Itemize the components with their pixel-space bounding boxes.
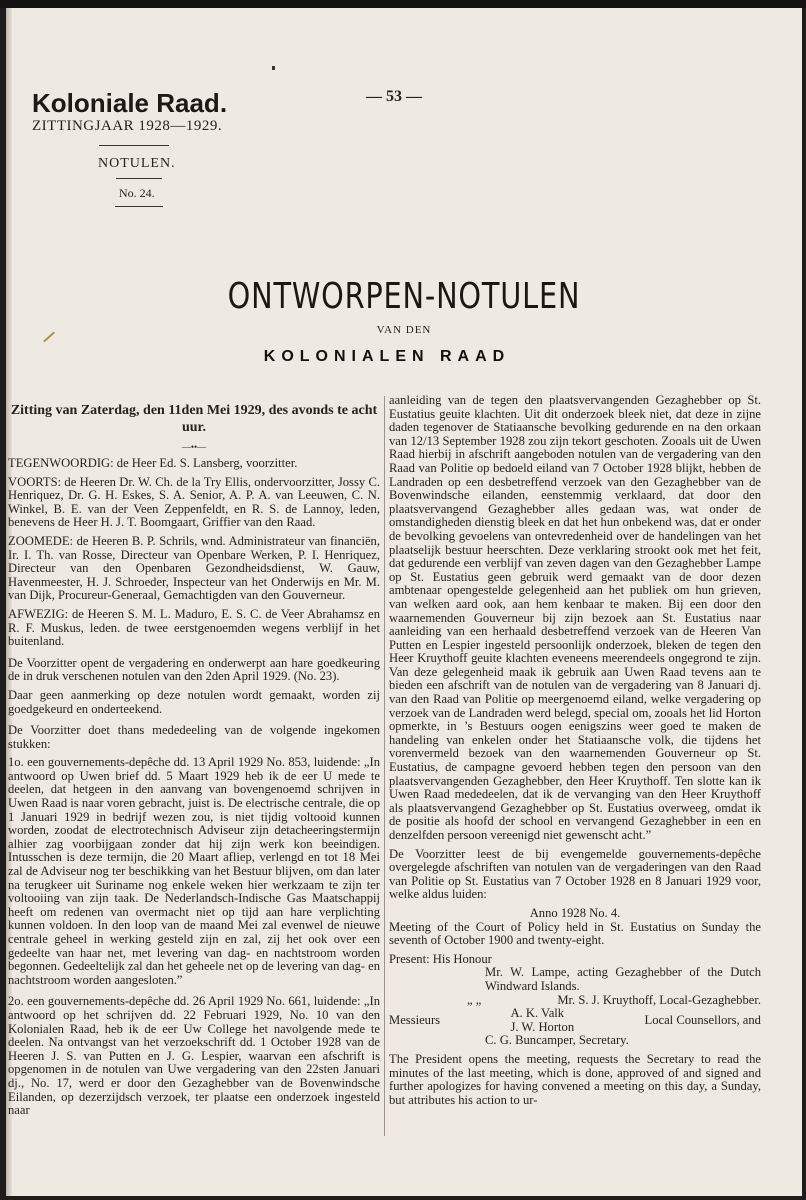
minutes-approval: De Voorzitter opent de vergadering en onderwerpt aan hare goedkeuring de in druk verschenen notulen van den 2den April 1929. (No. 23). bbox=[8, 655, 380, 684]
counsellor-name: J. W. Horton bbox=[510, 1019, 575, 1034]
left-column bbox=[8, 394, 380, 1123]
column-divider bbox=[384, 396, 385, 1136]
messieurs-label: Messieurs bbox=[389, 1012, 441, 1027]
counsellor-name: A. K. Valk bbox=[510, 1006, 565, 1021]
ornament: —••— bbox=[181, 442, 207, 452]
closing-paragraph: The President opens the meeting, requests the Secretary to read the minutes of the last meeting, which is done, approved of and signed and further apologizes for having convened a meeting on this day, a Sunday, but attributes his action to ur- bbox=[389, 1051, 761, 1107]
messieurs-row bbox=[389, 1007, 761, 1034]
item-2-st-eustatius: 2o. een gouvernements-depêche dd. 26 April 1929 No. 661, luidende: „In antwoord op het schrijven dd. 22 Februari 1929, No. 10 van den Kolonialen Raad, heb ik de eer Uw College het navolgende mede te deelen. Na ontvangst van het verzoekschrift dd. 1 October 1928 van de Heeren J. S. van Putten en J. G. Lespier, waarvan een afschrift is opgenomen in de notulen van Uwe vergadering van den 22sten Januari dj., No. 17, werd er door den Gezaghebber van de Bovenwindsche Eilanden, op dezerzijdsch verzoek, ter plaatse een onderzoek ingesteld naar bbox=[8, 994, 380, 1118]
document-page bbox=[6, 8, 802, 1196]
item-1-electric-centrale: 1o. een gouvernements-depêche dd. 13 April 1929 No. 853, luidende: „In antwoord op Uwen brief dd. 5 Maart 1929 heb ik de eer U mede te deelen, dat hetgeen in den aanvang van bovengenoemd schrijven in Uwen Raad is naar voren gebracht, juist is. De electrische centrale, die op 1 Januari 1929 in bedrijf wezen zou, is niet tijdig voltooid kunnen worden, zoodat de electrotechnisch Adviseur zijn detacheeringstermijn alhier zag voorbijgaan zonder dat hij zijn werk kon beeindigen. Intusschen is deze termijn, die 20 Maart afliep, verlengd en tot 18 Mei zal de Adviseur nog ter beschikking van het Bestuur blijven, om dan later na terugkeer uit Suriname nog enkele weken hier werkzaam te zijn ter voltooiing van zijn taak. De Nederlandsch-Indische Gas Maatschappij heeft om redenen van overmacht niet op tijd aan hare verplichting kunnen voldoen. In den loop van de maand Mei zal evenwel de nieuwe centrale geheel in werking gesteld zijn en zal, zij het ook over een gedeelte van haar net, met levering van dag- en nachtstroom worden begonnen. Gedeeltelijk zal dan het geheele net op de levering van dag- en nachtstroom worden aangesloten.” bbox=[8, 755, 380, 987]
right-column bbox=[389, 394, 761, 1112]
incoming-items-intro: De Voorzitter doet thans mededeeling van de volgende ingekomen stukken: bbox=[8, 723, 380, 751]
session-title: Zitting van Zaterdag, den 11den Mei 1929, des avonds te acht uur. bbox=[10, 403, 378, 435]
ditto-marks: „ „ bbox=[467, 992, 482, 1007]
document-subtitle: VAN DEN bbox=[376, 324, 432, 336]
messieurs-names bbox=[510, 1007, 574, 1034]
scan-border bbox=[0, 0, 806, 8]
present-honour: Mr. W. Lampe, acting Gezaghebber of the Dutch Windward Islands. bbox=[485, 965, 761, 993]
document-title: ONTWORPEN-NOTULEN bbox=[227, 276, 581, 317]
organisation-name: KOLONIALEN RAAD bbox=[263, 348, 511, 365]
chair-reads-minutes: De Voorzitter leest de bij evengemelde gouvernements-depêche overgelegde afschriften van notulen van de vergaderingen van den Raad van Politie op St. Eustatius van 7 October 1928 en 8 Januari 1929 voor, welke aldus luiden: bbox=[389, 846, 761, 902]
ink-speck bbox=[272, 66, 275, 70]
meeting-heading: Meeting of the Court of Policy held in St. Eustatius on Sunday the seventh of October 1900 and twenty-eight. bbox=[389, 919, 761, 948]
section-label: NOTULEN. bbox=[98, 156, 176, 171]
dispatch-continuation: aanleiding van de tegen den plaatsvervangenden Gezaghebber op St. Eustatius geuite klachten. Uit dit onderzoek bleek niet, dat deze in zijne daden tegenover de Statiaansche bevolking gedurende en na den orkaan van 12/13 September 1928 zou zijn tekort geschoten. Zooals uit de Uwen Raad hierbij in afschrift aangeboden notulen van de vergadering van den Raad van Politie op bedoeld eiland van 7 October 1928 blijkt, hebben de Landraden op een desbetreffend verzoek van den Gezaghebber van de Bovenwindsche eilanden, eenstemmig verklaard, dat door den plaatsvervangend Gezaghebber alles gedaan was, wat onder de omstandigheden dienstig bleek en dat het hun onbekend was, dat er onder de bevolking gevoelens van ontevredenheid over de handelingen van het plaatselijk bestuur heerschten. Deze verklaring strookt ook met het feit, dat gedurende een verblijf van zeven dagen van den Gezaghebber Lampe op St. Eustatius geen gebruik werd gemaakt van de door dezen ambtenaar opengestelde gelegenheid aan het publiek om hun grieven, van welken aard ook, aan hem kenbaar te maken. Bij een door den waarnemenden Gouverneur bij zijn bezoek aan St. Eustatius naar aanleiding van een herhaald desbetreffend verzoek van de Heeren Van Putten en Lespier ingesteld persoonlijk onderzoek, bleken de tegen den Heer Kruythoff geuite klachten eveneens meerendeels ongegrond te zijn. Van deze gelegenheid maak ik gebruik aan Uwen Raad tevens aan te bieden een afschrift van de notulen van de vergadering van 8 Januari dj. van den Raad van Politie op meergenoemd eiland, welke vergadering op verzoek van de Landraden werd belegd, special om, zooals het lid Horton opmerkte, in ’s Bestuurs oogen eenigszins weer goed te maken de handeling van enkelen onder het Statiaansche volk, die tijdens het vorenvermeld bezoek van den waarnemenden Gouverneur op St. Eustatius, de campagne gevoerd hebben tegen den persoon van den plaatsvervangenden Gezaghebber, den Heer Kruythoff. Ten slotte kan ik Uwen Raad mededeelen, dat ik de vervanging van den Heer Kruythoff als plaatsvervangend Gezaghebber op St. Eustatius overweeg, omdat ik de positie als hoofd der school en vervangend Gezaghebber in een en denzelfden persoon vereenigd niet gewenscht acht.” bbox=[389, 393, 761, 842]
council-heading: Koloniale Raad. bbox=[32, 88, 228, 118]
issue-number: No. 24. bbox=[119, 186, 155, 200]
ditto-row bbox=[389, 994, 761, 1008]
anno-line: Anno 1928 No. 4. bbox=[529, 905, 621, 920]
page-number: — 53 — bbox=[366, 88, 422, 105]
header-rule bbox=[99, 145, 169, 146]
attendance-officials: ZOOMEDE: de Heeren B. P. Schrils, wnd. Administrateur van financiën, Ir. I. Th. van Rosse, Directeur van Openbare Werken, P. I. Henriquez, Directeur van den Openbaren Gezondheidsdienst, W. Gauw, Havenmeester, H. J. Schroeder, Inspecteur van het Onderwijs en Mr. M. van Dijk, Procureur-Generaal, Gemachtigden van den Gouverneur. bbox=[8, 533, 380, 603]
minutes-signed: Daar geen aanmerking op deze notulen wordt gemaakt, worden zij goedgekeurd en onderteekend. bbox=[8, 687, 380, 716]
attendance-members: VOORTS: de Heeren Dr. W. Ch. de la Try Ellis, ondervoorzitter, Jossy C. Henriquez, Dr. G. H. Eskes, S. A. Senior, A. P. A. van Leeuwen, C. N. Winkel, B. E. van der Veen Zeppenfeldt, en R. S. de Lannoy, leden, benevens de Heer H. J. T. Boomgaart, Griffier van den Raad. bbox=[8, 474, 380, 530]
counsellors-label: Local Counsellors, and bbox=[644, 1012, 761, 1027]
attendance-absent: AFWEZIG: de Heeren S. M. L. Maduro, E. S. C. de Veer Abrahamsz en R. F. Muskus, leden. de twee eerstgenoemden wegens verblijf in het buitenland. bbox=[8, 606, 380, 649]
header-rule bbox=[116, 178, 162, 179]
header-rule bbox=[115, 206, 163, 207]
present-kruythoff: Mr. S. J. Kruythoff, Local-Gezaghebber. bbox=[557, 992, 761, 1007]
session-year: ZITTINGJAAR 1928—1929. bbox=[32, 118, 223, 134]
present-row bbox=[389, 953, 761, 967]
attendance-present: TEGENWOORDIG: de Heer Ed. S. Lansberg, voorzitter. bbox=[8, 456, 298, 470]
secretary-line: C. G. Buncamper, Secretary. bbox=[485, 1033, 629, 1048]
present-label: Present: His Honour bbox=[389, 951, 492, 966]
